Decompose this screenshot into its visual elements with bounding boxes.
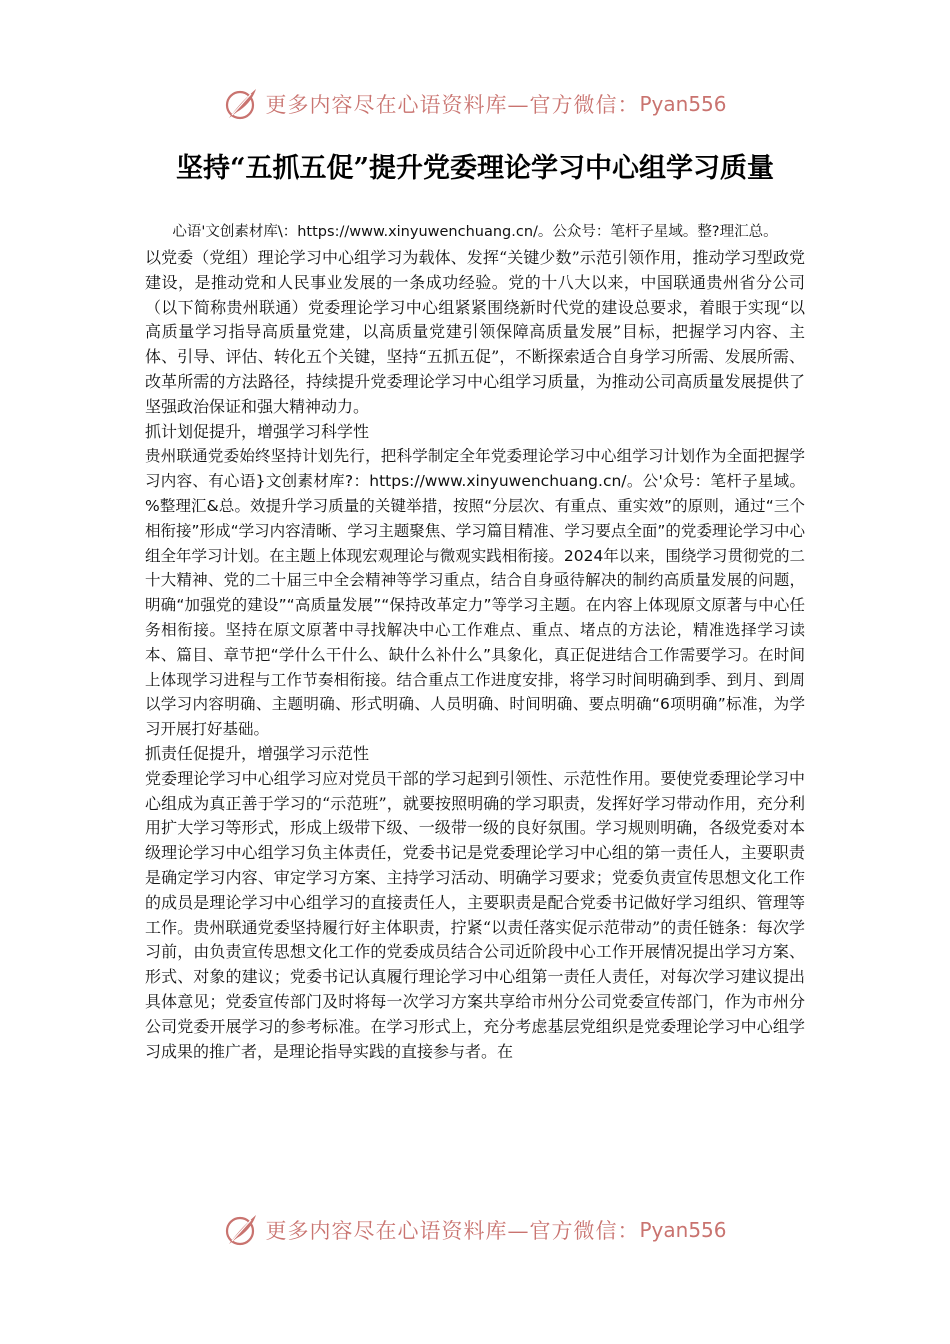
wechat-id: Pyan556 [639, 92, 727, 116]
page-title: 坚持“五抓五促”提升党委理论学习中心组学习质量 [175, 153, 775, 184]
section-heading-plan: 抓计划促提升，增强学习科学性 [145, 421, 370, 441]
document-body [145, 220, 805, 1064]
feather-logo-icon [223, 86, 259, 122]
section-body-responsibility: 党委理论学习中心组学习应对党员干部的学习起到引领性、示范性作用。要使党委理论学习中心组成为真正善于学习的“示范班”，就要按照明确的学习职责，发挥好学习带动作用，充分利用扩大学习等形式，形成上级带下级、一级带一级的良好氛围。学习规则明确，各级党委对本级理论学习中心组学习负主体责任，党委书记是党委理论学习中心组的第一责任人，主要职责是确定学习内容、审定学习方案、主持学习活动、明确学习要求；党委负责宣传思想文化工作的成员是理论学习中心组学习的直接责任人，主要职责是配合党委书记做好学习组织、管理等工作。贵州联通党委坚持履行好主体职责，拧紧“以责任落实促示范带动”的责任链条：每次学习前，由负责宣传思想文化工作的党委成员结合公司近阶段中心工作开展情况提出学习方案、形式、对象的建议；党委书记认真履行理论学习中心组第一责任人责任，对每次学习建议提出具体意见；党委宣传部门及时将每一次学习方案共享给市州分公司党委宣传部门，作为市州分公司党委开展学习的参考标准。在学习形式上，充分考虑基层党组织是党委理论学习中心组学习成果的推广者，是理论指导实践的直接参与者。在 [145, 768, 805, 1061]
feather-logo-icon [223, 1212, 259, 1248]
section-body-plan: 贵州联通党委始终坚持计划先行，把科学制定全年党委理论学习中心组学习计划作为全面把握学习内容、有心语}文创素材库?：https://www.xinyuwenchuang.cn/。公'众号：笔杆子星域。%整理汇&总。效提升学习质量的关键举措，按照“分层次、有重点、重实效”的原则，通过“三个相衔接”形成“学习内容清晰、学习主题聚焦、学习篇目精准、学习要点全面”的党委理论学习中心组全年学习计划。在主题上体现宏观理论与微观实践相衔接。2024年以来，围绕学习贯彻党的二十大精神、党的二十届三中全会精神等学习重点，结合自身亟待解决的制约高质量发展的问题，明确“加强党的建设”“高质量发展”“保持改革定力”等学习主题。在内容上体现原文原著与中心任务相衔接。坚持在原文原著中寻找解决中心工作难点、重点、堵点的方法论，精准选择学习读本、篇目、章节把“学什么干什么、缺什么补什么”具象化，真正促进结合工作需要学习。在时间上体现学习进程与工作节奏相衔接。结合重点工作进度安排，将学习时间明确到季、到月、到周以学习内容明确、主题明确、形式明确、人员明确、时间明确、要点明确“6项明确”标准，为学习开展打好基础。 [145, 447, 805, 739]
intro-paragraph: 以党委（党组）理论学习中心组学习为载体、发挥“关键少数”示范引领作用，推动学习型政党建设，是推动党和人民事业发展的一条成功经验。党的十八大以来，中国联通贵州省分公司（以下简称贵州联通）党委理论学习中心组紧紧围绕新时代党的建设总要求，着眼于实现“以高质量学习指导高质量党建，以高质量党建引领保障高质量发展”目标，把握学习内容、主体、引导、评估、转化五个关键，坚持“五抓五促”，不断探索适合自身学习所需、发展所需、改革所需的方法路径，持续提升党委理论学习中心组学习质量，为推动公司高质量发展提供了坚强政治保证和强大精神动力。 [145, 248, 805, 416]
banner-text: 更多内容尽在心语资料库—官方微信： [265, 1219, 640, 1243]
header-banner [0, 84, 950, 124]
wechat-id: Pyan556 [639, 1218, 727, 1242]
section-heading-responsibility: 抓责任促提升，增强学习示范性 [145, 743, 370, 763]
banner-text: 更多内容尽在心语资料库—官方微信： [265, 93, 640, 117]
footer-banner [0, 1210, 950, 1250]
source-note: 心语'文创素材库\：https://www.xinyuwenchuang.cn/。公众号：笔杆子星域。整?理汇总。 [172, 224, 778, 240]
